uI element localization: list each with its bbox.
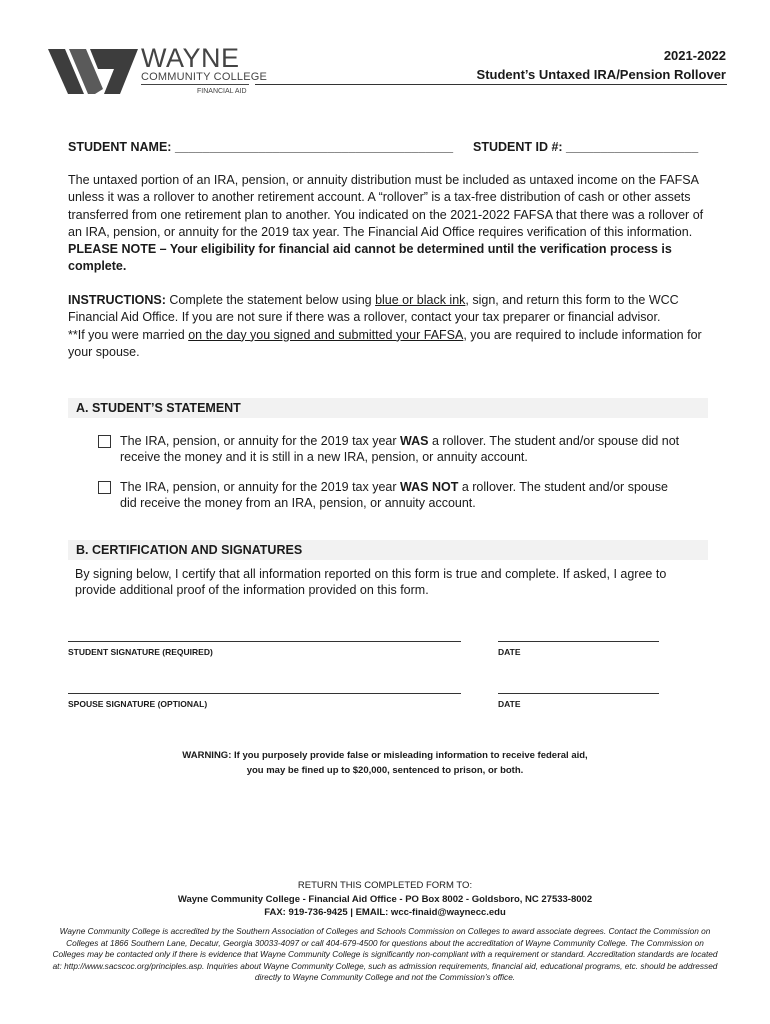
accreditation-statement: Wayne Community College is accredited by the Southern Association of Colleges and Schools Commission on Colleges to award associate degrees. Contact the Commission on Colleges at 1866 Southern Lane, Decatur, Georgia 30033-4097 or call 404-679-4500 for questions about the accreditation of Wayne Community College. The Commission on Colleges may be contacted only if there is evidence that Wayne Community College is significantly non-compliant with a requirement or standard. Accreditation standards are located at: http://www.sacscoc.org/principles.asp. Inquiries about Wayne Community College, such as admission requirements, financial aid, educational programs, etc. should be addressed directly to Wayne Community College and not the Commission’s office.: [52, 926, 718, 982]
instructions-paragraph: [68, 292, 708, 361]
logo-subtitle: COMMUNITY COLLEGE: [141, 71, 268, 83]
section-a-header: [68, 398, 708, 418]
student-signature-label: STUDENT SIGNATURE (REQUIRED): [68, 647, 213, 657]
spouse-signature-label: SPOUSE SIGNATURE (OPTIONAL): [68, 699, 208, 709]
contact-info: [0, 894, 770, 919]
student-date-line[interactable]: [498, 641, 659, 642]
student-signature-line[interactable]: [68, 641, 461, 642]
warning-line-2: you may be fined up to $20,000, sentenced to prison, or both.: [246, 765, 524, 776]
instructions-text: Complete the statement below using: [165, 293, 376, 307]
option-1-emphasis: WAS: [400, 434, 429, 448]
fax-email: FAX: 919-736-9425 | EMAIL: wcc-finaid@waynecc.edu: [264, 906, 506, 918]
warning-notice: [0, 748, 770, 778]
form-year: 2021-2022: [663, 48, 726, 63]
student-id-field[interactable]: STUDENT ID #: ___________________: [473, 140, 699, 154]
office-address: Wayne Community College - Financial Aid Office - PO Box 8002 - Goldsboro, NC 27533-8002: [177, 894, 593, 905]
spouse-date-line[interactable]: [498, 693, 659, 694]
instructions-text-4: , you are required to include information for your spouse.: [68, 327, 702, 359]
certification-text: By signing below, I certify that all information reported on this form is true and complete. If asked, I agree to provide additional proof of the information provided on this form.: [75, 567, 667, 597]
intro-text: The untaxed portion of an IRA, pension, or annuity distribution must be included as untaxed income on the FAFSA unless it was a rollover to another retirement account. A “rollover” is a tax-free distribution of cash or other assets transferred from one retirement plan to another. You indicated on the 2021-2022 FAFSA that there was a rollover of an IRA, pension, or annuity for the 2019 tax year. The Financial Aid Office requires verification of this information.: [68, 173, 704, 239]
was-rollover-checkbox[interactable]: [98, 435, 111, 448]
option-2-text-2: a rollover. The student and/or spouse did receive the money from an IRA, pension, or annuity account.: [120, 480, 669, 510]
was-not-rollover-checkbox[interactable]: [98, 481, 111, 494]
logo-wordmark: WAYNE: [141, 43, 240, 73]
form-title: Student’s Untaxed IRA/Pension Rollover: [476, 67, 726, 82]
married-condition: on the day you signed and submitted your FAFSA: [188, 327, 464, 342]
section-b-header: [68, 540, 708, 560]
instructions-text-3: **If you were married: [68, 327, 189, 342]
header-divider: [255, 84, 727, 85]
intro-paragraph: [68, 172, 708, 276]
was-not-rollover-option: [120, 480, 680, 511]
option-1-text-2: a rollover. The student and/or spouse did not receive the money and it is still in a new IRA, pension, or annuity account.: [120, 434, 680, 464]
spouse-signature-line[interactable]: [68, 693, 461, 694]
return-instruction: RETURN THIS COMPLETED FORM TO:: [297, 880, 473, 891]
instructions-label: INSTRUCTIONS:: [68, 293, 166, 307]
student-date-label: DATE: [498, 647, 521, 657]
instructions-text-2: , sign, and return this form to the WCC Financial Aid Office. If you are not sure if there was a rollover, contact your tax preparer or financial advisor.: [68, 293, 679, 325]
college-logo-icon: [48, 49, 138, 94]
section-a-title: A. STUDENT’S STATEMENT: [76, 401, 241, 415]
logo-divider: [141, 84, 249, 85]
section-b-title: B. CERTIFICATION AND SIGNATURES: [76, 543, 303, 557]
option-2-emphasis: WAS NOT: [400, 480, 459, 494]
was-rollover-option: [120, 434, 680, 465]
logo-department: FINANCIAL AID: [197, 88, 247, 95]
spouse-date-label: DATE: [498, 699, 521, 709]
option-1-text: The IRA, pension, or annuity for the 2019 tax year: [120, 434, 401, 448]
student-name-field[interactable]: STUDENT NAME: ________________________________________: [68, 140, 454, 154]
ink-requirement: blue or black ink: [375, 293, 466, 307]
option-2-text: The IRA, pension, or annuity for the 2019 tax year: [120, 480, 401, 494]
warning-line-1: WARNING: If you purposely provide false or misleading information to receive federal aid,: [182, 750, 588, 761]
intro-note: PLEASE NOTE – Your eligibility for financial aid cannot be determined until the verification process is complete.: [68, 242, 672, 274]
